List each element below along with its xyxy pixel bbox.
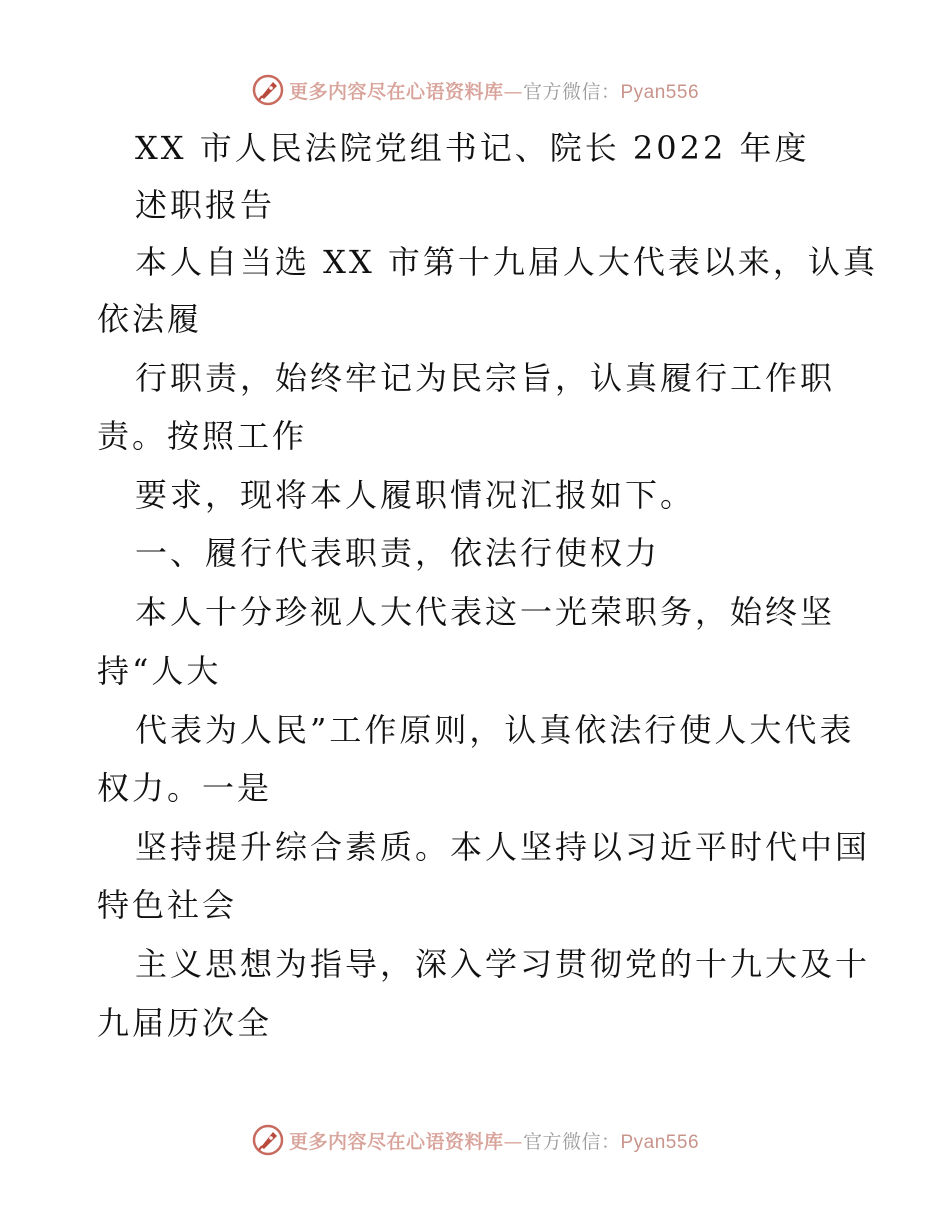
doc-text-line: 权力。一是 — [97, 769, 273, 807]
doc-text-line: 特色社会 — [97, 886, 238, 924]
watermark-dash: — — [503, 1130, 523, 1153]
watermark-site-text: 更多内容尽在心语资料库 — [288, 80, 504, 103]
watermark-wechat-label: 官方微信： — [522, 1130, 621, 1153]
doc-text-line: 坚持提升综合素质。本人坚持以习近平时代中国 — [135, 828, 871, 866]
doc-text-line: 主义思想为指导，深入学习贯彻党的十九大及十 — [135, 945, 871, 983]
doc-text-line: 持“人大 — [97, 652, 222, 690]
watermark-dash: — — [503, 80, 523, 103]
doc-text-line: 九届历次全 — [97, 1004, 273, 1042]
watermark-wechat-label: 官方微信： — [522, 80, 621, 103]
doc-text-line: 要求，现将本人履职情况汇报如下。 — [135, 476, 696, 514]
footer-watermark — [0, 1120, 950, 1160]
watermark-account: Pyan556 — [620, 1131, 700, 1153]
doc-text-line: 本人自当选 XX 市第十九届人大代表以来，认真 — [135, 243, 878, 281]
doc-text-line: 责。按照工作 — [97, 417, 308, 455]
doc-title-line-2: 述职报告 — [135, 186, 276, 224]
doc-text-line: 依法履 — [97, 300, 203, 338]
doc-text-line: 代表为人民”工作原则，认真依法行使人大代表 — [135, 711, 855, 749]
watermark-account: Pyan556 — [620, 81, 700, 103]
doc-text-line: 本人十分珍视人大代表这一光荣职务，始终坚 — [135, 593, 836, 631]
pen-nib-logo-icon — [251, 1123, 285, 1157]
doc-section-heading: 一、履行代表职责，依法行使权力 — [135, 534, 661, 572]
pen-nib-logo-icon — [251, 73, 285, 107]
doc-text-line: 行职责，始终牢记为民宗旨，认真履行工作职 — [135, 359, 836, 397]
header-watermark — [0, 70, 950, 110]
doc-title-line-1: XX 市人民法院党组书记、院长 2022 年度 — [135, 129, 810, 167]
watermark-site-text: 更多内容尽在心语资料库 — [288, 1130, 504, 1153]
